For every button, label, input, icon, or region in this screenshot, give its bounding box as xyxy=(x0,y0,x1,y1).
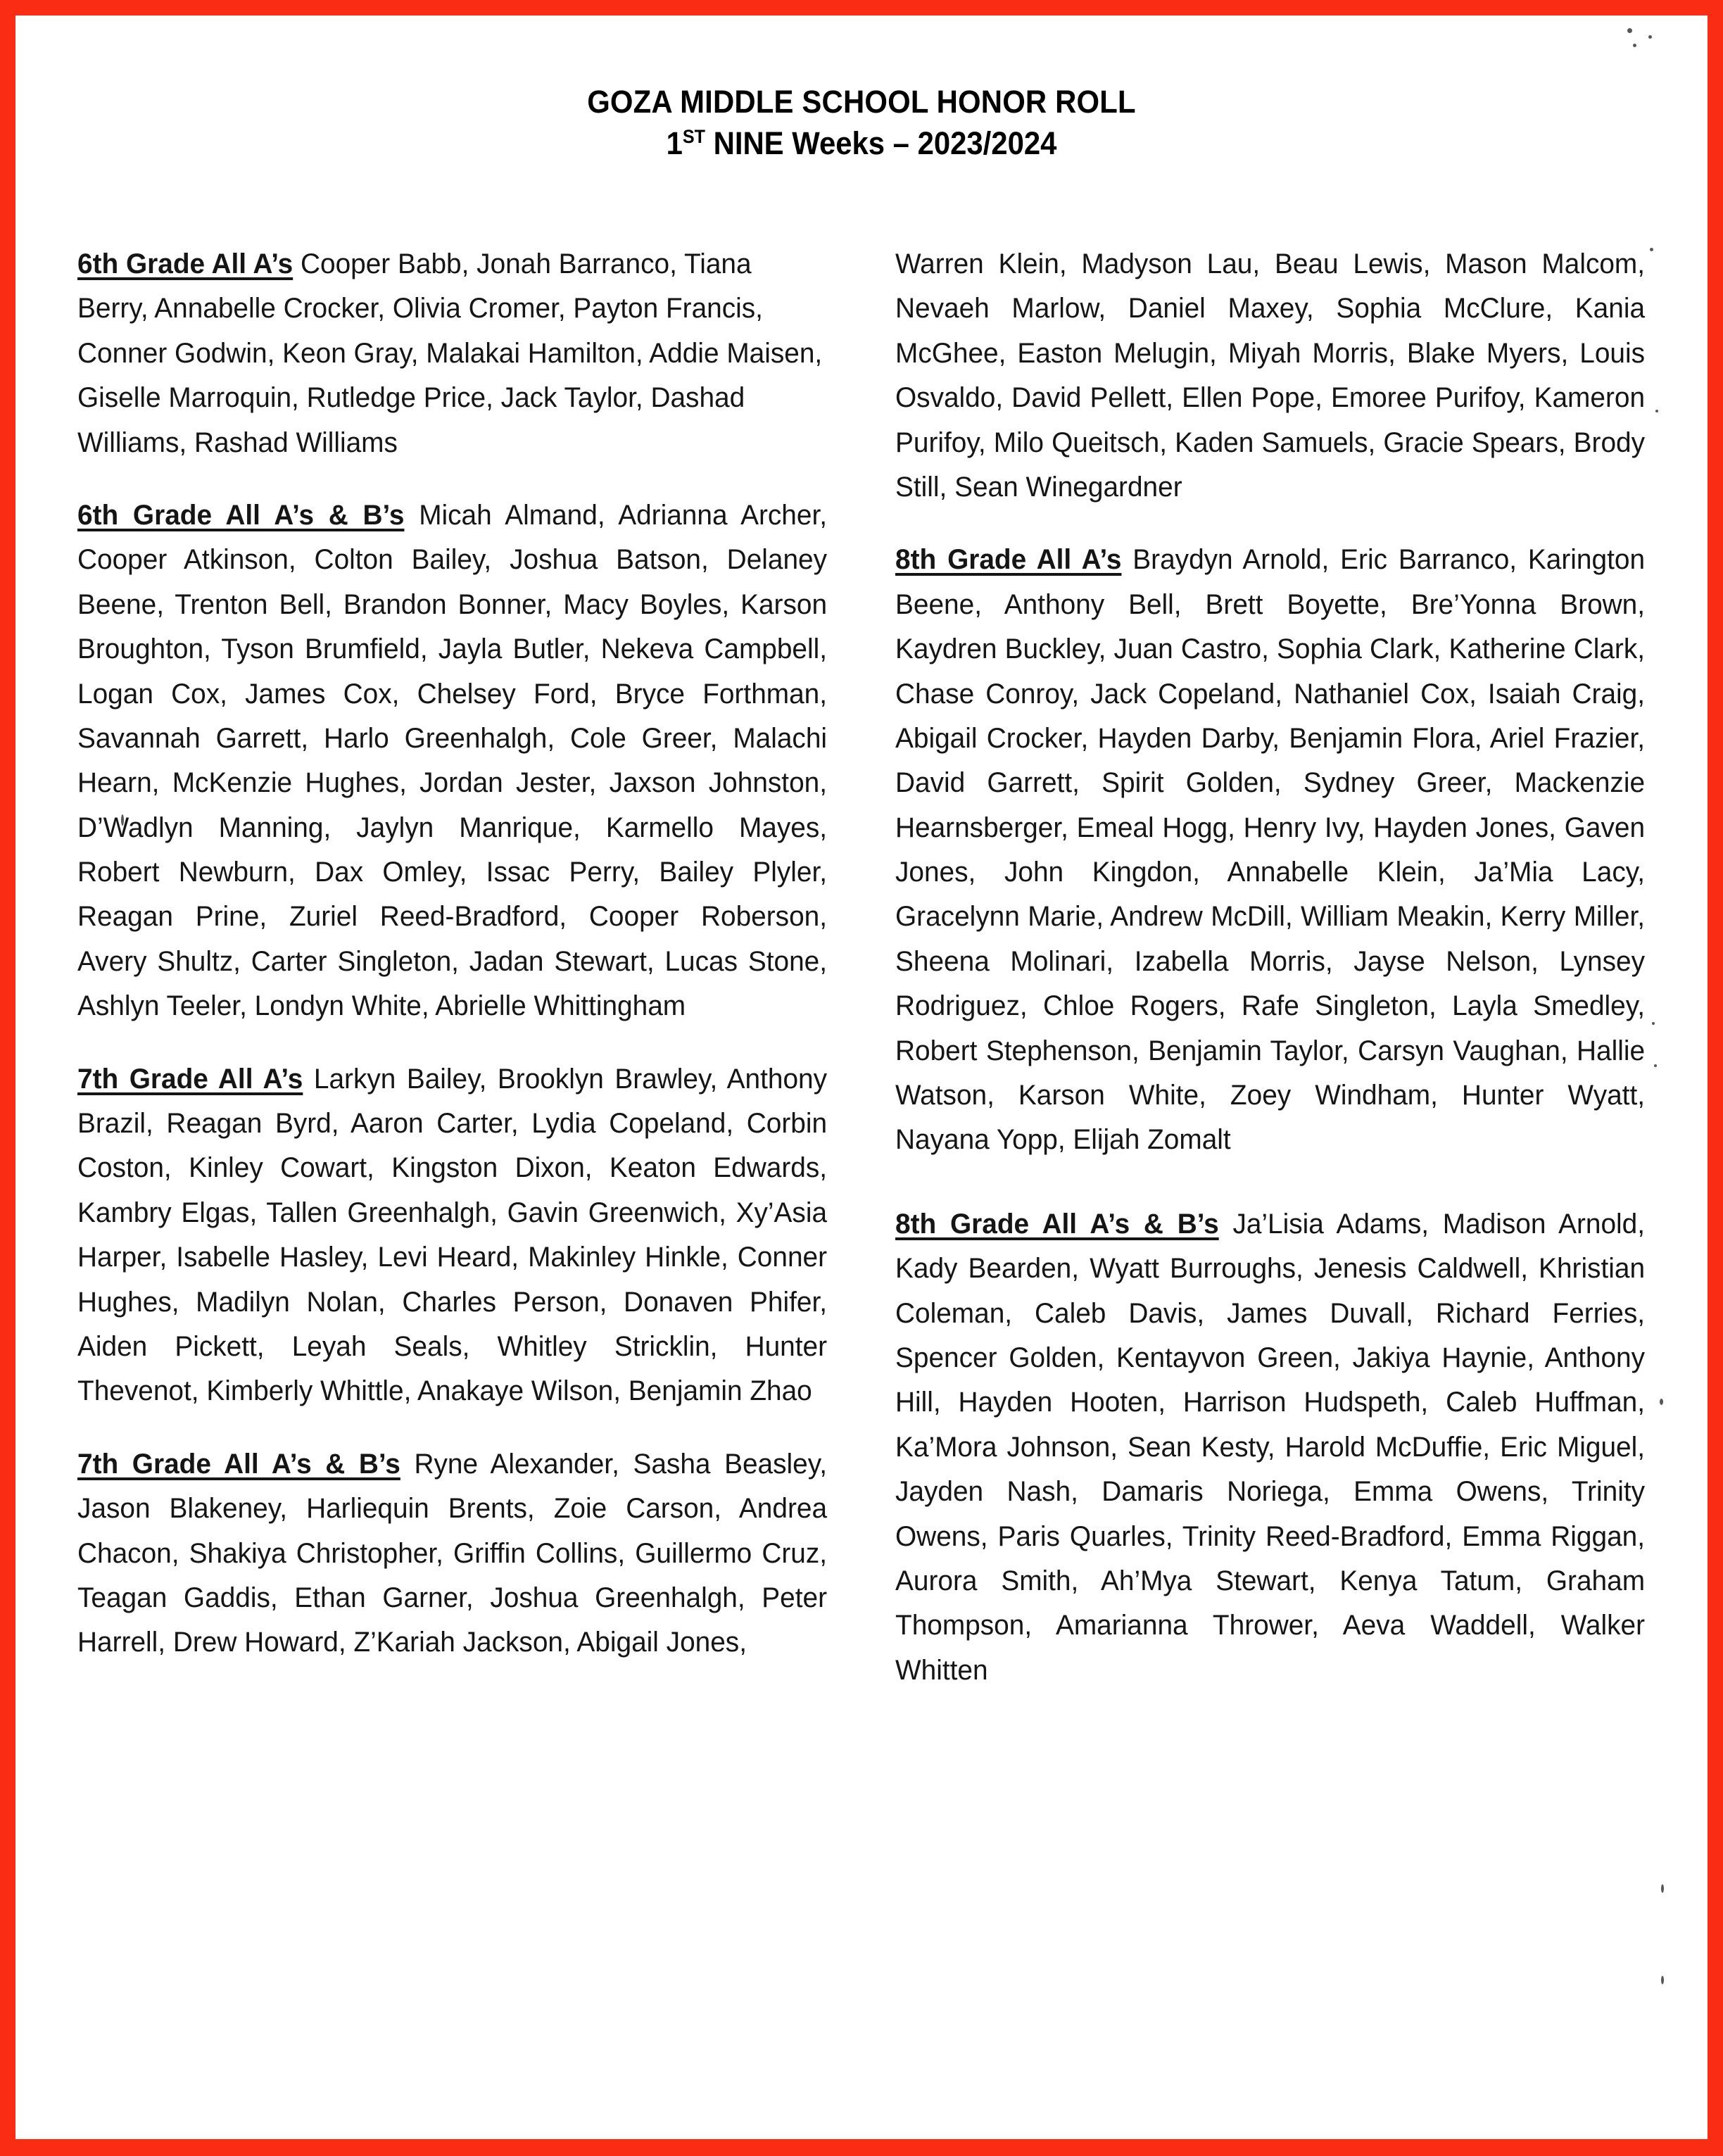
right-column xyxy=(895,214,1646,1721)
section-grade6-all-a xyxy=(77,242,828,465)
grade7-all-a-header: 7th Grade All A’s xyxy=(77,1063,303,1095)
grade8-all-a-b-names: Ja’Lisia Adams, Madison Arnold, Kady Bearden, Wyatt Burroughs, Jenesis Caldwell, Khristian Coleman, Caleb Davis, James Duvall, Richard Ferries, Spencer Golden, Kentayvon Green, Jakiya Haynie, Anthony Hill, Hayden Hooten, Harrison Hudspeth, Caleb Huffman, Ka’Mora Johnson, Sean Kesty, Harold McDuffie, Eric Miguel, Jayden Nash, Damaris Noriega, Emma Owens, Trinity Owens, Paris Quarles, Trinity Reed-Bradford, Emma Riggan, Aurora Smith, Ah’Mya Stewart, Kenya Tatum, Graham Thompson, Amarianna Thrower, Aeva Waddell, Walker Whitten xyxy=(895,1208,1646,1686)
section-grade7-all-a-continued xyxy=(895,242,1646,510)
page-title: GOZA MIDDLE SCHOOL HONOR ROLL xyxy=(587,84,1136,120)
grade6-all-a-names: Cooper Babb, Jonah Barranco, Tiana Berry, Annabelle Crocker, Olivia Cromer, Payton Francis, Conner Godwin, Keon Gray, Malakai Hamilton, Addie Maisen, Giselle Marroquin, Rutledge Price, Jack Taylor, Dashad Williams, Rashad Williams xyxy=(77,248,823,458)
grade7-all-a-paragraph xyxy=(77,1057,827,1414)
subtitle-ordinal-suffix: ST xyxy=(682,125,705,147)
grade7-all-a-b-paragraph xyxy=(77,1442,827,1665)
scan-speck-artifact xyxy=(1633,44,1636,47)
grade7-all-a-names: Larkyn Bailey, Brooklyn Brawley, Anthony Brazil, Reagan Byrd, Aaron Carter, Lydia Copeland, Corbin Coston, Kinley Cowart, Kingston Dixon, Keaton Edwards, Kambry Elgas, Tallen Greenhalgh, Gavin Greenwich, Xy’Asia Harper, Isabelle Hasley, Levi Heard, Makinley Hinkle, Conner Hughes, Madilyn Nolan, Charles Person, Donaven Phifer, Aiden Pickett, Leyah Seals, Whitley Stricklin, Hunter Thevenot, Kimberly Whittle, Anakaye Wilson, Benjamin Zhao xyxy=(77,1063,828,1407)
grade7-all-a-continued-names: Warren Klein, Madyson Lau, Beau Lewis, Mason Malcom, Nevaeh Marlow, Daniel Maxey, Sophia McClure, Kania McGhee, Easton Melugin, Miyah Morris, Blake Myers, Louis Osvaldo, David Pellett, Ellen Pope, Emoree Purifoy, Kameron Purifoy, Milo Queitsch, Kaden Samuels, Gracie Spears, Brody Still, Sean Winegardner xyxy=(895,248,1646,503)
section-grade8-all-a-b xyxy=(895,1202,1646,1693)
section-grade8-all-a xyxy=(895,538,1646,1162)
grade8-all-a-b-paragraph xyxy=(895,1202,1645,1693)
grade6-all-a-header: 6th Grade All A’s xyxy=(77,248,294,279)
page-subtitle xyxy=(75,125,1648,163)
section-grade7-all-a xyxy=(77,1057,828,1414)
grade7-all-a-b-header: 7th Grade All A’s & B’s xyxy=(77,1448,400,1480)
scan-speck-artifact xyxy=(1627,28,1632,33)
subtitle-term-label: NINE Weeks – 2023/2024 xyxy=(705,125,1057,161)
grade8-all-a-header: 8th Grade All A’s xyxy=(895,544,1122,576)
section-grade6-all-a-b xyxy=(77,493,828,1029)
scan-speck-artifact xyxy=(1661,1884,1664,1893)
document-sheet xyxy=(15,15,1708,2139)
grade8-all-a-b-header: 8th Grade All A’s & B’s xyxy=(895,1208,1219,1240)
grade8-all-a-names: Braydyn Arnold, Eric Barranco, Karington Beene, Anthony Bell, Brett Boyette, Bre’Yonna Brown, Kaydren Buckley, Juan Castro, Sophia Clark, Katherine Clark, Chase Conroy, Jack Copeland, Nathaniel Cox, Isaiah Craig, Abigail Crocker, Hayden Darby, Benjamin Flora, Ariel Frazier, David Garrett, Spirit Golden, Sydney Greer, Mackenzie Hearnsberger, Emeal Hogg, Henry Ivy, Hayden Jones, Gaven Jones, John Kingdon, Annabelle Klein, Ja’Mia Lacy, Gracelynn Marie, Andrew McDill, William Meakin, Kerry Miller, Sheena Molinari, Izabella Morris, Jayse Nelson, Lynsey Rodriguez, Chloe Rogers, Rafe Singleton, Layla Smedley, Robert Stephenson, Benjamin Taylor, Carsyn Vaughan, Hallie Watson, Karson White, Zoey Windham, Hunter Wyatt, Nayana Yopp, Elijah Zomalt xyxy=(895,544,1646,1156)
section-grade7-all-a-b xyxy=(77,1442,828,1665)
grade6-all-a-paragraph xyxy=(77,242,827,465)
left-column xyxy=(77,214,828,1721)
grade6-all-a-b-header: 6th Grade All A’s & B’s xyxy=(77,499,405,531)
grade6-all-a-b-paragraph xyxy=(77,493,827,1029)
document-header xyxy=(15,15,1708,163)
subtitle-term-number: 1 xyxy=(666,125,683,161)
grade6-all-a-b-names: Micah Almand, Adrianna Archer, Cooper Atkinson, Colton Bailey, Joshua Batson, Delaney Beene, Trenton Bell, Brandon Bonner, Macy Boyles, Karson Broughton, Tyson Brumfield, Jayla Butler, Nekeva Campbell, Logan Cox, James Cox, Chelsey Ford, Bryce Forthman, Savannah Garrett, Harlo Greenhalgh, Cole Greer, Malachi Hearn, McKenzie Hughes, Jordan Jester, Jaxson Johnston, D’Wadlyn Manning, Jaylyn Manrique, Karmello Mayes, Robert Newburn, Dax Omley, Issac Perry, Bailey Plyler, Reagan Prine, Zuriel Reed-Bradford, Cooper Roberson, Avery Shultz, Carter Singleton, Jadan Stewart, Lucas Stone, Ashlyn Teeler, Londyn White, Abrielle Whittingham xyxy=(77,499,828,1022)
honor-roll-columns xyxy=(15,214,1708,1721)
grade7-all-a-continued-paragraph xyxy=(895,242,1645,510)
grade7-all-a-b-names: Ryne Alexander, Sasha Beasley, Jason Blakeney, Harliequin Brents, Zoie Carson, Andrea Chacon, Shakiya Christopher, Griffin Collins, Guillermo Cruz, Teagan Gaddis, Ethan Garner, Joshua Greenhalgh, Peter Harrell, Drew Howard, Z’Kariah Jackson, Abigail Jones, xyxy=(77,1448,828,1658)
grade8-all-a-paragraph xyxy=(895,538,1645,1162)
scan-speck-artifact xyxy=(1661,1976,1664,1984)
scan-speck-artifact xyxy=(1648,35,1652,39)
